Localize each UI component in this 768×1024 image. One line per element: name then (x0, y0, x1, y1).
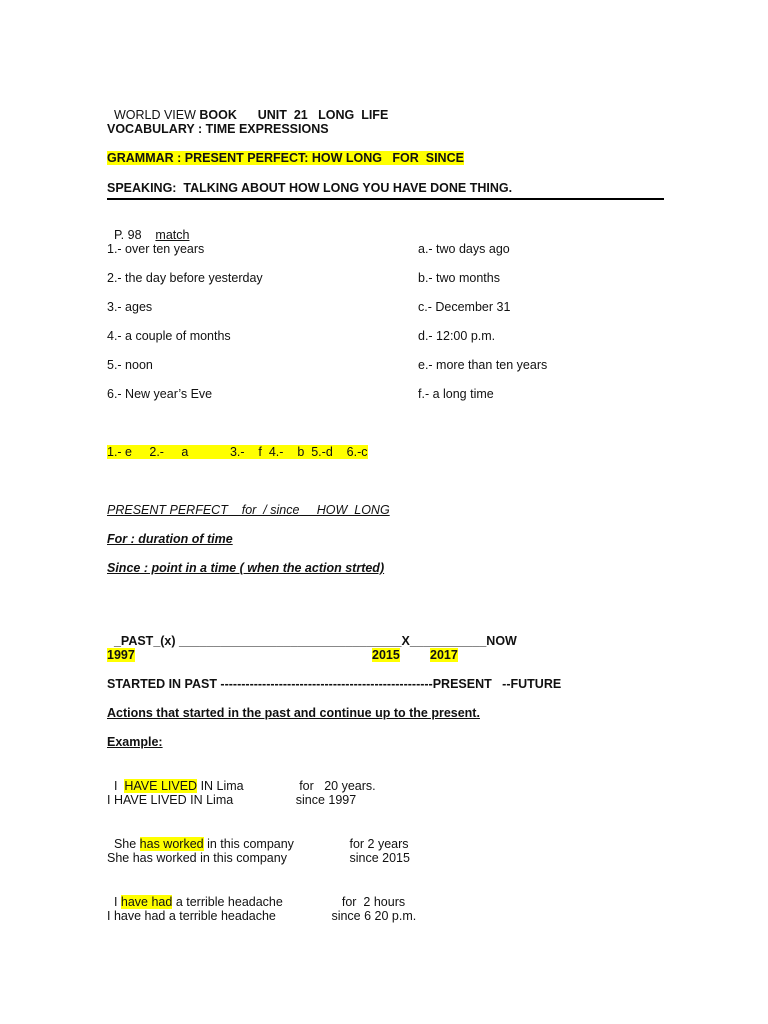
divider-rule (107, 198, 664, 200)
match-left-1: 1.- over ten years (107, 242, 205, 256)
match-right-a: a.- two days ago (418, 242, 510, 256)
example-5-highlight: have had (120, 895, 173, 909)
match-left-3: 3.- ages (107, 300, 153, 314)
example-6: I have had a terrible headache since 6 20 p.m. (107, 909, 417, 923)
year-2015 (372, 648, 400, 663)
speaking-heading: SPEAKING: TALKING ABOUT HOW LONG YOU HAVE DONE THING. (107, 181, 513, 195)
example-1-highlight: HAVE LIVED (124, 779, 198, 793)
match-left-5: 5.- noon (107, 358, 153, 372)
match-right-b: b.- two months (418, 271, 500, 285)
match-right-f: f.- a long time (418, 387, 494, 401)
example-1 (107, 764, 376, 794)
example-1-pre: I (113, 779, 125, 793)
example-3-pre: She (113, 837, 140, 851)
actions-statement: Actions that started in the past and continue up to the present. (107, 706, 480, 720)
unit-title: UNIT 21 LONG LIFE (236, 108, 389, 122)
exercise-header (107, 213, 189, 243)
match-right-e: e.- more than ten years (418, 358, 548, 372)
year-2015-highlight: 2015 (372, 648, 400, 662)
year-2017-highlight: 2017 (430, 648, 458, 662)
grammar-heading (107, 151, 464, 166)
answer-key (107, 445, 368, 460)
vocabulary-heading: VOCABULARY : TIME EXPRESSIONS (107, 122, 329, 136)
example-5-post: a terrible headache for 2 hours (172, 895, 406, 909)
book-prefix: WORLD VIEW (113, 108, 200, 122)
example-3-post: in this company for 2 years (203, 837, 409, 851)
example-5-pre: I (113, 895, 121, 909)
year-1997-highlight: 1997 (107, 648, 135, 662)
grammar-highlight: GRAMMAR : PRESENT PERFECT: HOW LONG FOR SINCE (107, 151, 464, 165)
example-2: I HAVE LIVED IN Lima since 1997 (107, 793, 357, 807)
example-3-highlight: has worked (139, 837, 204, 851)
example-4: She has worked in this company since 2015 (107, 851, 410, 865)
year-2017 (430, 648, 458, 663)
timeline-now: NOW (486, 634, 517, 648)
match-left-6: 6.- New year’s Eve (107, 387, 213, 401)
book-word: BOOK (199, 108, 237, 122)
title-line (107, 93, 388, 123)
timeline-line (107, 619, 517, 649)
started-in-past: STARTED IN PAST ---------------------------------------------------PRESENT --FUTURE (107, 677, 562, 691)
present-perfect-title: PRESENT PERFECT for / since HOW LONG (107, 503, 390, 517)
match-left-2: 2.- the day before yesterday (107, 271, 263, 285)
year-1997 (107, 648, 135, 663)
example-label: Example: (107, 735, 163, 749)
match-right-d: d.- 12:00 p.m. (418, 329, 496, 343)
match-left-4: 4.- a couple of months (107, 329, 231, 343)
since-definition: Since : point in a time ( when the action strted) (107, 561, 385, 575)
timeline-track: _PAST_(x) ________________________________X___________ (113, 634, 487, 648)
page-ref: P. 98 (113, 228, 156, 242)
example-1-post: IN Lima for 20 years. (197, 779, 376, 793)
for-definition: For : duration of time (107, 532, 233, 546)
example-5 (107, 880, 405, 910)
match-instruction: match (155, 228, 190, 242)
match-right-c: c.- December 31 (418, 300, 511, 314)
answer-highlight: 1.- e 2.- a 3.- f 4.- b 5.-d 6.-c (107, 445, 368, 459)
example-3 (107, 822, 409, 852)
